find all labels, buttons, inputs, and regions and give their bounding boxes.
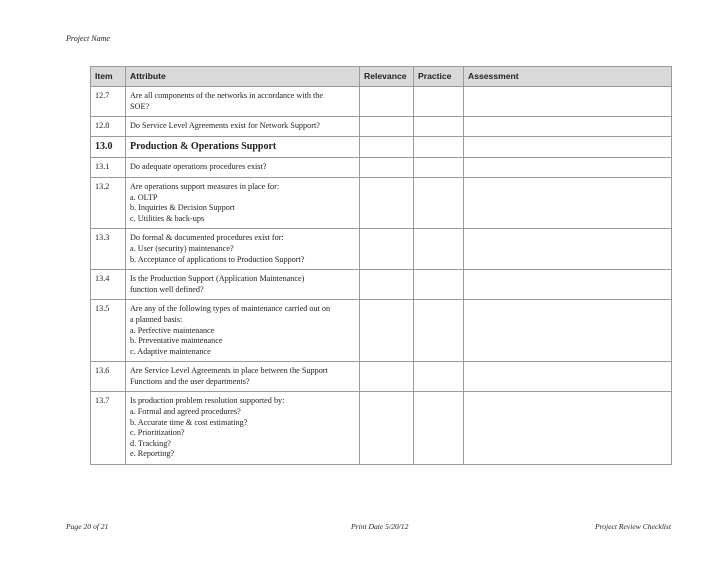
assessment-cell[interactable] (464, 136, 672, 158)
item-number-cell: 13.6 (91, 362, 126, 392)
table-row (91, 229, 672, 270)
column-header-relevance: Relevance (360, 67, 414, 87)
attribute-cell (126, 300, 360, 362)
relevance-cell[interactable] (360, 392, 414, 465)
attribute-line: Production & Operations Support (130, 140, 277, 152)
item-number-cell: 12.7 (91, 87, 126, 117)
attribute-line: Are any of the following types of maintenance carried out on (130, 304, 331, 314)
attribute-cell (126, 87, 360, 117)
attribute-line: Are Service Level Agreements in place between the Support (130, 366, 328, 376)
attribute-line: c. Adaptive maintenance (130, 346, 211, 356)
table-row (91, 362, 672, 392)
table-row (91, 177, 672, 228)
relevance-cell[interactable] (360, 158, 414, 178)
relevance-cell[interactable] (360, 136, 414, 158)
attribute-line: Are all components of the networks in accordance with the (130, 91, 324, 100)
practice-cell[interactable] (414, 136, 464, 158)
attribute-line: SOE? (130, 101, 150, 111)
column-header-attribute: Attribute (126, 67, 360, 87)
relevance-cell[interactable] (360, 300, 414, 362)
relevance-cell[interactable] (360, 117, 414, 137)
attribute-line: a. OLTP (130, 192, 158, 202)
assessment-cell[interactable] (464, 362, 672, 392)
attribute-cell (126, 158, 360, 178)
practice-cell[interactable] (414, 229, 464, 270)
practice-cell[interactable] (414, 87, 464, 117)
item-number-cell: 13.5 (91, 300, 126, 362)
assessment-cell[interactable] (464, 300, 672, 362)
attribute-line: Is the Production Support (Application Maintenance) (130, 274, 305, 284)
attribute-line: a. Formal and agreed procedures? (130, 407, 241, 417)
practice-cell[interactable] (414, 158, 464, 178)
attribute-line: b. Acceptance of applications to Production Support? (130, 254, 305, 264)
attribute-cell (126, 136, 360, 158)
relevance-cell[interactable] (360, 362, 414, 392)
attribute-line: Do adequate operations procedures exist? (130, 162, 267, 172)
column-header-practice: Practice (414, 67, 464, 87)
table-row (91, 158, 672, 178)
column-header-item: Item (91, 67, 126, 87)
practice-cell[interactable] (414, 117, 464, 137)
attribute-line: a. Perfective maintenance (130, 325, 215, 335)
practice-cell[interactable] (414, 362, 464, 392)
assessment-cell[interactable] (464, 177, 672, 228)
attribute-line: Do Service Level Agreements exist for Network Support? (130, 121, 320, 131)
table-header-row (91, 67, 672, 87)
assessment-cell[interactable] (464, 270, 672, 300)
table-row (91, 300, 672, 362)
attribute-line: b. Inquiries & Decision Support (130, 203, 235, 213)
table-body (91, 87, 672, 465)
checklist-table (90, 66, 672, 465)
attribute-line: Are operations support measures in place for: (130, 181, 280, 191)
attribute-line: e. Reporting? (130, 449, 175, 459)
relevance-cell[interactable] (360, 270, 414, 300)
practice-cell[interactable] (414, 300, 464, 362)
attribute-cell (126, 117, 360, 137)
relevance-cell[interactable] (360, 87, 414, 117)
attribute-line: d. Tracking? (130, 438, 171, 448)
assessment-cell[interactable] (464, 392, 672, 465)
attribute-line: c. Prioritization? (130, 428, 185, 438)
attribute-cell (126, 177, 360, 228)
table-row (91, 392, 672, 465)
attribute-line: function well defined? (130, 284, 204, 294)
attribute-cell (126, 362, 360, 392)
table-row (91, 117, 672, 137)
item-number-cell: 13.7 (91, 392, 126, 465)
project-name-header: Project Name (66, 34, 110, 43)
assessment-cell[interactable] (464, 158, 672, 178)
attribute-cell (126, 270, 360, 300)
attribute-line: Functions and the user departments? (130, 376, 250, 386)
attribute-line: c. Utilities & back-ups (130, 213, 205, 223)
attribute-line: b. Preventative maintenance (130, 336, 223, 346)
column-header-assessment: Assessment (464, 67, 672, 87)
relevance-cell[interactable] (360, 177, 414, 228)
document-title: Project Review Checklist (594, 522, 671, 531)
attribute-cell (126, 392, 360, 465)
attribute-line: b. Accurate time & cost estimating? (130, 417, 248, 427)
attribute-line: a planned basis: (130, 314, 183, 324)
print-date: Print Date 5/20/12 (351, 522, 409, 531)
section-row (91, 136, 672, 158)
attribute-line: Is production problem resolution supported by: (130, 396, 285, 406)
attribute-line: Do formal & documented procedures exist for: (130, 233, 284, 243)
assessment-cell[interactable] (464, 229, 672, 270)
item-number-cell: 13.0 (91, 136, 126, 158)
relevance-cell[interactable] (360, 229, 414, 270)
practice-cell[interactable] (414, 177, 464, 228)
item-number-cell: 13.1 (91, 158, 126, 178)
attribute-line: a. User (security) maintenance? (130, 243, 234, 253)
practice-cell[interactable] (414, 270, 464, 300)
table-row (91, 87, 672, 117)
table-row (91, 270, 672, 300)
assessment-cell[interactable] (464, 87, 672, 117)
page-number: Page 20 of 21 (66, 522, 109, 531)
item-number-cell: 13.4 (91, 270, 126, 300)
item-number-cell: 13.3 (91, 229, 126, 270)
item-number-cell: 13.2 (91, 177, 126, 228)
practice-cell[interactable] (414, 392, 464, 465)
attribute-cell (126, 229, 360, 270)
assessment-cell[interactable] (464, 117, 672, 137)
item-number-cell: 12.8 (91, 117, 126, 137)
